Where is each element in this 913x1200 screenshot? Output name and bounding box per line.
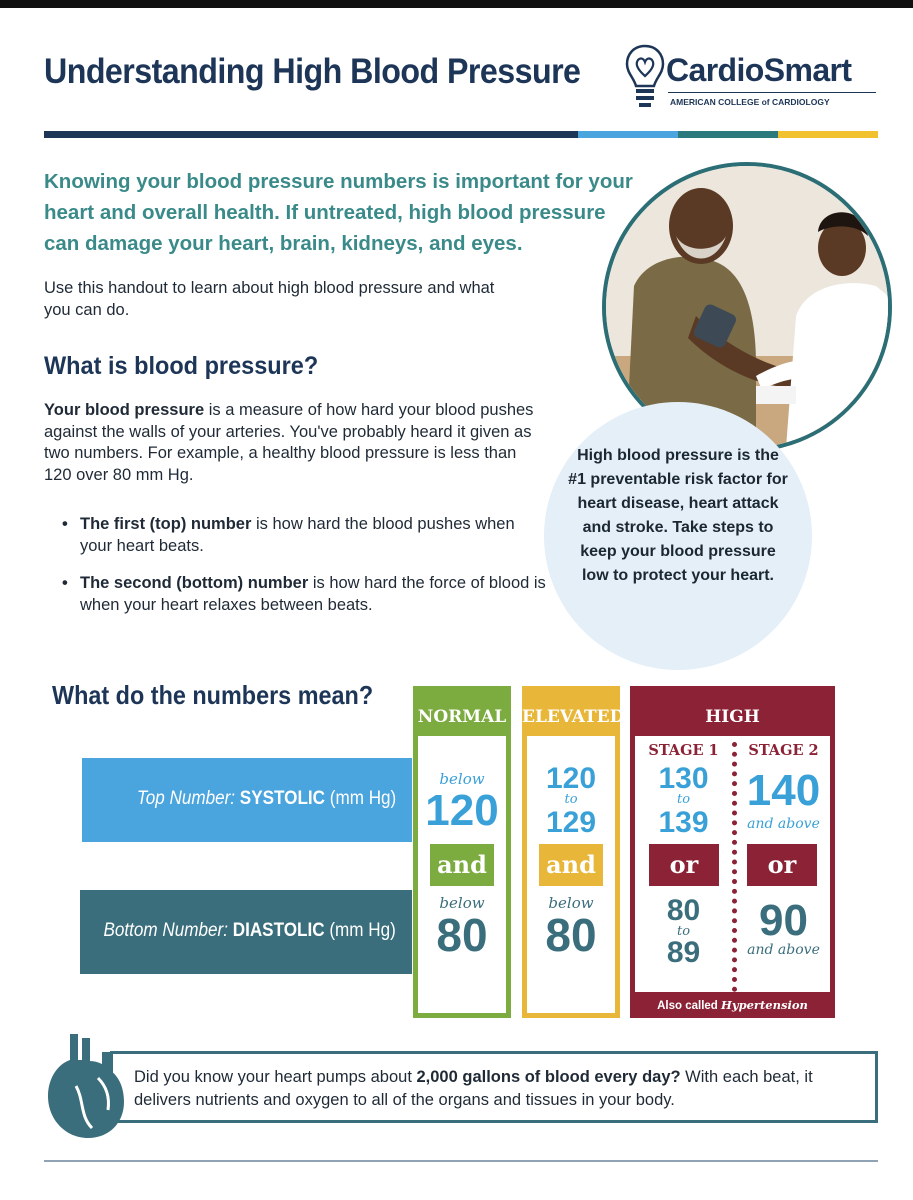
diastolic-label-italic: Bottom Number: bbox=[103, 920, 233, 941]
stage1-section bbox=[635, 736, 732, 992]
header-rule-blue bbox=[578, 131, 678, 138]
high-header: HIGH bbox=[705, 707, 760, 727]
stage1-bottom-to: to bbox=[676, 924, 691, 939]
stage2-or: or bbox=[747, 844, 817, 886]
brand-divider bbox=[668, 92, 876, 93]
elevated-header: ELEVATED bbox=[522, 707, 625, 727]
elevated-column bbox=[522, 686, 625, 1018]
what-is-heading: What is blood pressure? bbox=[44, 352, 319, 380]
numbers-heading: What do the numbers mean? bbox=[52, 680, 374, 710]
what-is-term: Your blood pressure bbox=[44, 401, 205, 419]
normal-top-prefix: below bbox=[439, 770, 485, 788]
fact-pre: Did you know your heart pumps about bbox=[134, 1068, 417, 1086]
bullet-bottom-text: is how hard the force of blood is when your heart relaxes between beats. bbox=[80, 574, 546, 614]
high-body bbox=[635, 736, 830, 992]
what-is-paragraph bbox=[44, 400, 534, 486]
fact-text bbox=[134, 1066, 864, 1112]
fact-bold: 2,000 gallons of blood every day? bbox=[416, 1068, 681, 1086]
stage1-top-from: 130 bbox=[658, 762, 709, 795]
top-border bbox=[0, 0, 913, 8]
diastolic-label-unit: (mm Hg) bbox=[324, 920, 396, 941]
risk-callout-text: High blood pressure is the #1 preventable risk factor for heart disease, heart attack and stroke. Take steps to keep your blood pressure low to protect your heart. bbox=[568, 447, 788, 584]
stage2-bottom-suffix: and above bbox=[747, 942, 820, 958]
stage1-bottom-upper: 89 bbox=[666, 936, 701, 969]
hypertension-note-term: Hypertension bbox=[721, 998, 808, 1012]
bullet-bottom-bold: The second (bottom) number bbox=[80, 574, 309, 592]
stage1-top-to: to bbox=[676, 792, 691, 807]
systolic-label-bar bbox=[82, 758, 412, 842]
intro-text: Use this handout to learn about high blood pressure and what you can do. bbox=[44, 279, 495, 319]
header-rule-yellow bbox=[778, 131, 878, 138]
stage1-bottom-from: 80 bbox=[666, 894, 701, 927]
normal-and: and bbox=[430, 844, 494, 886]
brand-subtitle: AMERICAN COLLEGE of CARDIOLOGY bbox=[670, 97, 830, 107]
header-rule-teal bbox=[678, 131, 778, 138]
diastolic-label-bar bbox=[80, 890, 412, 974]
stage2-top-value: 140 bbox=[746, 766, 821, 815]
page-title: Understanding High Blood Pressure bbox=[44, 52, 581, 91]
normal-body bbox=[418, 736, 506, 1013]
stage1-label: STAGE 1 bbox=[648, 742, 719, 759]
elevated-top-upper: 129 bbox=[545, 806, 597, 839]
stage2-section bbox=[737, 736, 830, 992]
stage2-top-suffix: and above bbox=[747, 816, 820, 832]
systolic-label-unit: (mm Hg) bbox=[324, 788, 396, 809]
normal-header: NORMAL bbox=[417, 707, 507, 727]
bottom-rule bbox=[44, 1160, 878, 1162]
normal-column bbox=[413, 686, 511, 1018]
bullet-top-bold: The first (top) number bbox=[80, 515, 252, 533]
elevated-body bbox=[527, 736, 615, 1013]
bullet-top-text: is how hard the blood pushes when your heart beats. bbox=[80, 515, 515, 555]
elevated-top-from: 120 bbox=[545, 762, 597, 795]
header-rule-navy bbox=[44, 131, 578, 138]
stage2-label: STAGE 2 bbox=[748, 742, 819, 759]
bullet-top-number bbox=[62, 514, 550, 557]
heart-organ-icon bbox=[40, 1030, 130, 1142]
hypertension-note-prefix: Also called bbox=[657, 1000, 722, 1012]
normal-top-value: 120 bbox=[425, 786, 499, 835]
stage1-or: or bbox=[649, 844, 719, 886]
stage2-bottom-value: 90 bbox=[759, 896, 808, 945]
elevated-bottom-prefix: below bbox=[548, 894, 594, 912]
high-column bbox=[630, 686, 835, 1018]
bullet-bottom-number bbox=[62, 573, 550, 616]
lightbulb-heart-icon bbox=[624, 42, 666, 110]
cardiosmart-logo bbox=[624, 42, 884, 112]
intro-lead: Knowing your blood pressure numbers is important for your heart and overall health. If untreated, high blood pressure can damage your heart, brain, kidneys, and eyes. bbox=[44, 170, 633, 255]
elevated-top-to: to bbox=[564, 792, 578, 807]
stage1-top-upper: 139 bbox=[658, 806, 709, 839]
systolic-label-italic: Top Number: bbox=[136, 788, 240, 809]
hypertension-note bbox=[630, 998, 835, 1012]
diastolic-label-bold: DIASTOLIC bbox=[232, 920, 325, 941]
normal-bottom-prefix: below bbox=[439, 894, 485, 912]
brand-name: CardioSmart bbox=[666, 52, 852, 88]
elevated-and: and bbox=[539, 844, 603, 886]
normal-bottom-value: 80 bbox=[436, 909, 488, 961]
fact-post: With each beat, it delivers nutrients and oxygen to all of the organs and tissues in your body. bbox=[134, 1068, 813, 1109]
what-is-body: is a measure of how hard your blood pushes against the walls of your arteries. You've probably heard it given as two numbers. For example, a healthy blood pressure is less than 120 over 80 mm Hg. bbox=[44, 401, 534, 484]
systolic-label-bold: SYSTOLIC bbox=[239, 788, 325, 809]
elevated-bottom-value: 80 bbox=[545, 909, 597, 961]
